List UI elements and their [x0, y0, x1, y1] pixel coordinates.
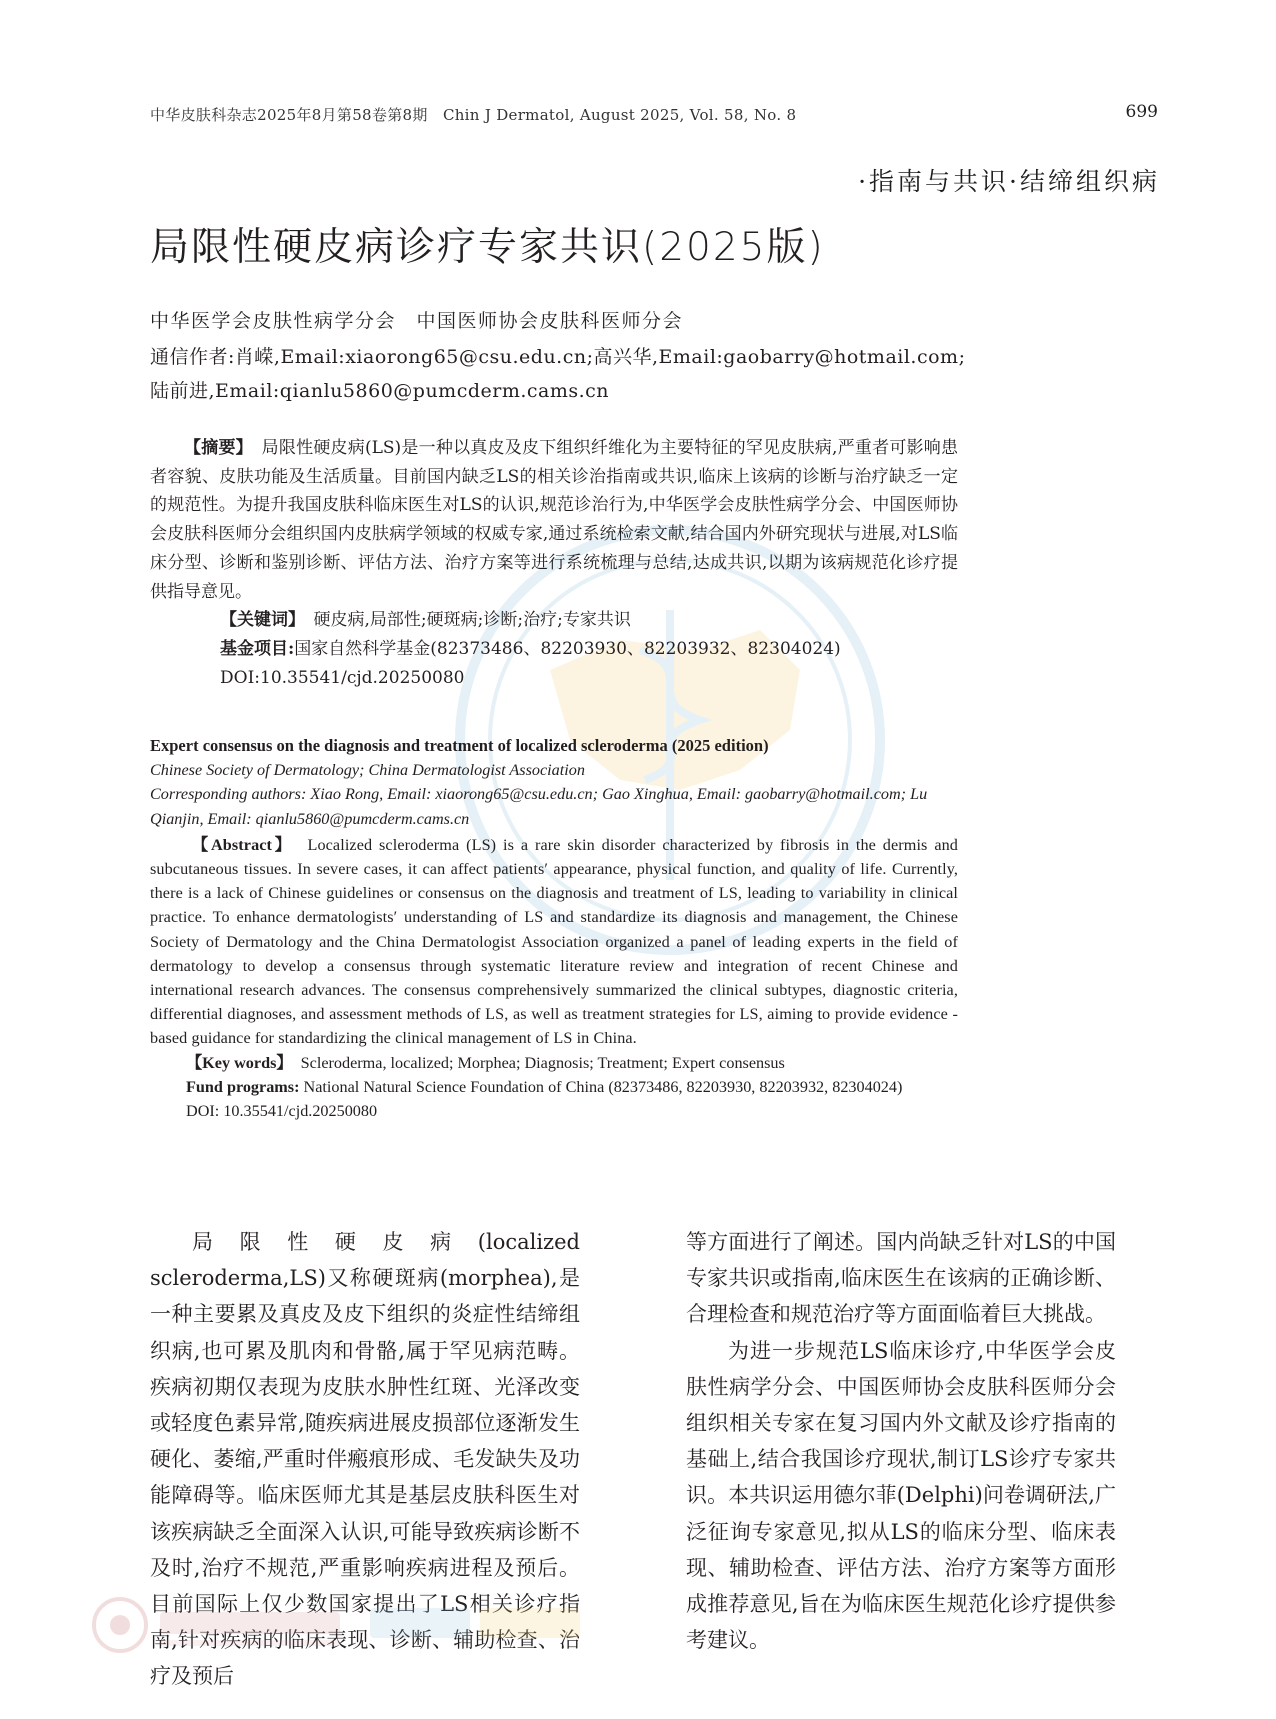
- article-title: 局限性硬皮病诊疗专家共识(2025版): [150, 225, 825, 270]
- english-abstract-paragraph: [150, 833, 958, 1051]
- body-right-column: [686, 1224, 1116, 1658]
- english-corresponding: Corresponding authors: Xiao Rong, Email: xiaorong65@csu.edu.cn; Gao Xinghua, Email: gaobarry@hotmail.com; Lu Qianjin, Email: qianlu5860@pumcderm.cams.cn: [150, 785, 928, 828]
- section-heading: ·指南与共识·结缔组织病: [858, 167, 1160, 196]
- english-doi: DOI: 10.35541/cjd.20250080: [186, 1102, 378, 1121]
- english-keywords-text: Scleroderma, localized; Morphea; Diagnosis; Treatment; Expert consensus: [300, 1053, 785, 1072]
- running-head: 中华皮肤科杂志2025年8月第58卷第8期 Chin J Dermatol, August 2025, Vol. 58, No. 8: [150, 106, 797, 124]
- english-title: Expert consensus on the diagnosis and treatment of localized scleroderma (2025 edition): [150, 736, 769, 755]
- keywords-text: 硬皮病,局部性;硬斑病;诊断;治疗;专家共识: [313, 610, 631, 631]
- english-fund-label: Fund programs:: [186, 1077, 300, 1096]
- body-paragraph: 等方面进行了阐述。国内尚缺乏针对LS的中国专家共识或指南,临床医生在该病的正确诊断、合理检查和规范治疗等方面面临着巨大挑战。: [686, 1230, 1116, 1327]
- keywords-label: 【关键词】: [220, 610, 297, 631]
- english-keywords-label: 【Key words】: [186, 1053, 293, 1072]
- english-abstract-label: 【Abstract】: [192, 835, 294, 854]
- chinese-abstract: [150, 434, 958, 692]
- abstract-text: 局限性硬皮病(LS)是一种以真皮及皮下组织纤维化为主要特征的罕见皮肤病,严重者可影响患者容貌、皮肤功能及生活质量。目前国内缺乏LS的相关诊治指南或共识,临床上该病的诊断与治疗缺乏一定的规范性。为提升我国皮肤科临床医生对LS的认识,规范诊治行为,中华医学会皮肤性病学分会、中国医师协会皮肤科医师分会组织国内皮肤病学领域的权威专家,通过系统检索文献,结合国内外研究现状与进展,对LS临床分型、诊断和鉴别诊断、评估方法、治疗方案等进行系统梳理与总结,达成共识,以期为该病规范化诊疗提供指导意见。: [150, 438, 959, 602]
- english-authors: Chinese Society of Dermatology; China Dermatologist Association: [150, 761, 585, 780]
- fund-label: 基金项目:: [220, 638, 295, 659]
- fund-text: 国家自然科学基金(82373486、82203930、82203932、82304024): [294, 638, 841, 659]
- page-number: 699: [1125, 102, 1158, 122]
- english-abstract-text: Localized scleroderma (LS) is a rare skin disorder characterized by fibrosis in the dermis and subcutaneous tissues. In severe cases, it can affect patients′ appearance, physical function, and quality of life. Currently, there is a lack of Chinese guidelines or consensus on the diagnosis and treatment of LS, leading to variability in clinical practice. To enhance dermatologists′ understanding of LS and standardize its diagnosis and management, the Chinese Society of Dermatology and the China Dermatologist Association organized a panel of leading experts in the field of dermatology to develop a consensus through systematic literature review and integration of recent Chinese and international research advances. The consensus comprehensively summarized the clinical subtypes, diagnostic criteria, differential diagnoses, and assessment methods of LS, as well as treatment strategies for LS, aiming to provide evidence - based guidance for standardizing the clinical management of LS in China.: [150, 835, 958, 1048]
- chinese-keywords: [150, 606, 958, 635]
- chinese-doi: DOI:10.35541/cjd.20250080: [220, 667, 465, 688]
- chinese-fund: [150, 635, 958, 664]
- body-paragraph: 为进一步规范LS临床诊疗,中华医学会皮肤性病学分会、中国医师协会皮肤科医师分会组织相关专家在复习国内外文献及诊疗指南的基础上,结合我国诊疗现状,制订LS诊疗专家共识。本共识运用德尔菲(Delphi)问卷调研法,广泛征询专家意见,拟从LS的临床分型、临床表现、辅助检查、评估方法、治疗方案等方面形成推荐意见,旨在为临床医生规范化诊疗提供参考建议。: [686, 1338, 1116, 1653]
- chinese-abstract-paragraph: [150, 434, 958, 606]
- corresponding-line-1: 通信作者:肖嵘,Email:xiaorong65@csu.edu.cn;高兴华,Email:gaobarry@hotmail.com;: [150, 346, 966, 368]
- corresponding-line-2: 陆前进,Email:qianlu5860@pumcderm.cams.cn: [150, 380, 610, 402]
- english-fund-text: National Natural Science Foundation of China (82373486, 82203930, 82203932, 82304024): [303, 1077, 903, 1096]
- english-abstract: [150, 734, 958, 1123]
- article-authors: 中华医学会皮肤性病学分会 中国医师协会皮肤科医师分会: [150, 310, 684, 332]
- corresponding-authors: [150, 340, 1150, 408]
- english-fund: [150, 1075, 958, 1099]
- body-paragraph: 局限性硬皮病(localized scleroderma,LS)又称硬斑病(morphea),是一种主要累及真皮及皮下组织的炎症性结缔组织病,也可累及肌肉和骨骼,属于罕见病范畴。疾病初期仅表现为皮肤水肿性红斑、光泽改变或轻度色素异常,随疾病进展皮损部位逐渐发生硬化、萎缩,严重时伴瘢痕形成、毛发缺失及功能障碍等。临床医师尤其是基层皮肤科医生对该疾病缺乏全面深入认识,可能导致疾病诊断不及时,治疗不规范,严重影响疾病进程及预后。目前国际上仅少数国家提出了LS相关诊疗指南,针对疾病的临床表现、诊断、辅助检查、治疗及预后: [150, 1230, 580, 1689]
- body-left-column: [150, 1224, 580, 1695]
- english-keywords: [150, 1051, 958, 1075]
- abstract-label: 【摘要】: [184, 438, 245, 458]
